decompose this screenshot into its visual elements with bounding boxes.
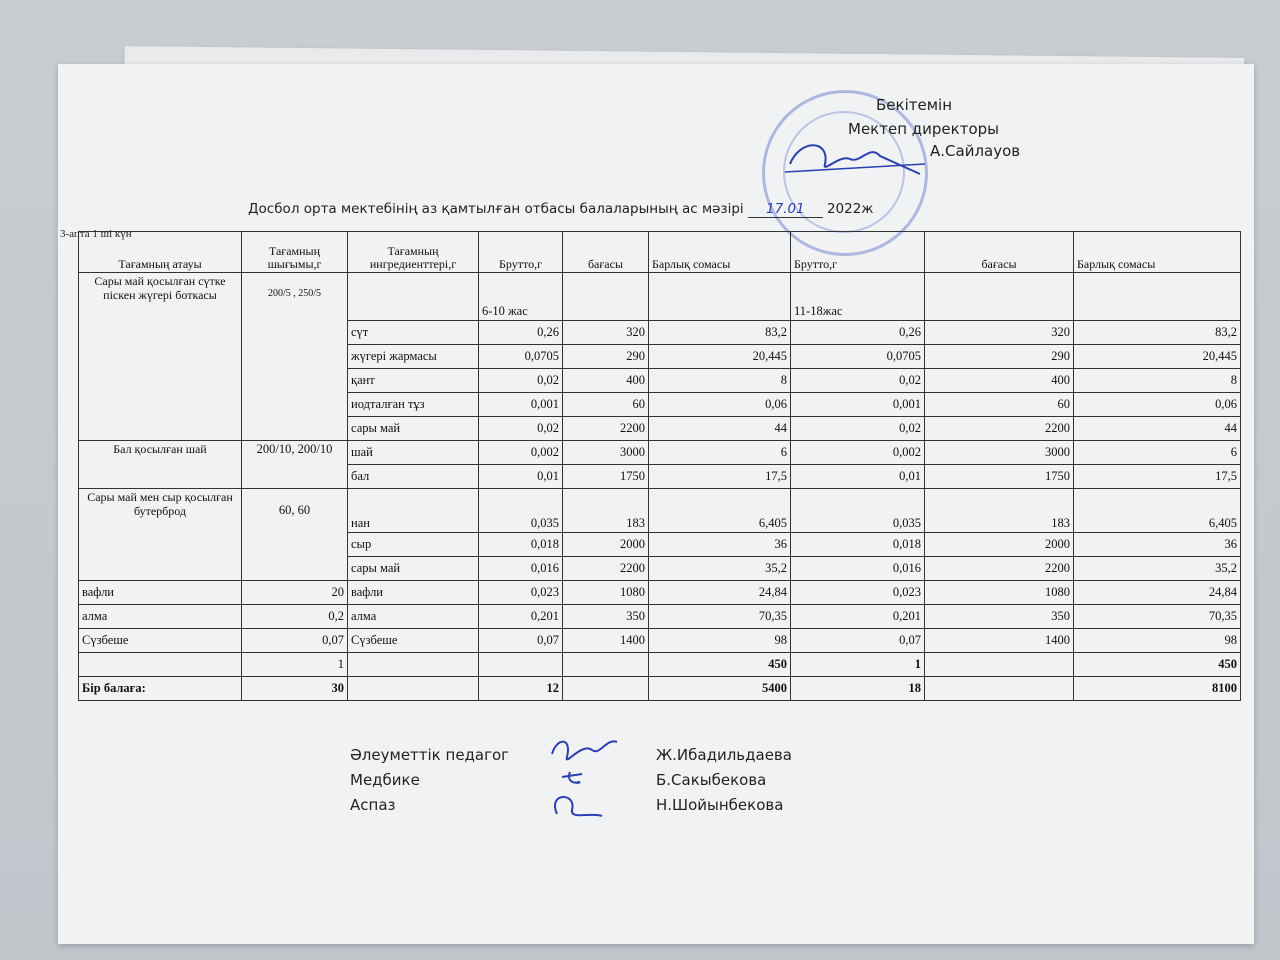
table-cell: 0,016: [479, 557, 563, 581]
table-cell: 11-18жас: [791, 273, 925, 321]
table-cell: 200/10, 200/10: [242, 441, 348, 489]
table-cell: 0,07: [791, 629, 925, 653]
table-cell: 0,001: [791, 393, 925, 417]
document-title: [248, 201, 873, 218]
table-cell: Сүзбеше: [348, 629, 479, 653]
table-cell: 450: [1074, 653, 1241, 677]
table-row: [79, 441, 1241, 465]
table-cell: 24,84: [1074, 581, 1241, 605]
table-cell: [79, 653, 242, 677]
table-cell: 0,002: [479, 441, 563, 465]
staff-signatures: [542, 732, 622, 822]
table-cell: 3000: [925, 441, 1074, 465]
table-cell: 290: [925, 345, 1074, 369]
table-cell: 2200: [925, 557, 1074, 581]
table-cell: 1400: [563, 629, 649, 653]
table-cell: 83,2: [1074, 321, 1241, 345]
table-cell: жүгері жармасы: [348, 345, 479, 369]
table-cell: 44: [649, 417, 791, 441]
table-cell: 0,018: [479, 533, 563, 557]
table-cell: 70,35: [1074, 605, 1241, 629]
table-cell: 24,84: [649, 581, 791, 605]
table-cell: шай: [348, 441, 479, 465]
table-cell: вафли: [79, 581, 242, 605]
column-header: Тағамның атауы: [79, 232, 242, 273]
table-cell: 30: [242, 677, 348, 701]
signature-role: Әлеуметтік педагог: [350, 746, 510, 764]
table-cell: 12: [479, 677, 563, 701]
table-cell: 0,001: [479, 393, 563, 417]
table-cell: 60: [925, 393, 1074, 417]
table-cell: 98: [649, 629, 791, 653]
table-cell: 183: [925, 489, 1074, 533]
table-cell: 35,2: [649, 557, 791, 581]
table-cell: 0,02: [791, 417, 925, 441]
table-cell: Сүзбеше: [79, 629, 242, 653]
table-cell: иодталған тұз: [348, 393, 479, 417]
table-cell: 20,445: [1074, 345, 1241, 369]
table-cell: 1: [242, 653, 348, 677]
signature-name: Н.Шойынбекова: [656, 796, 784, 814]
table-row: [79, 273, 1241, 321]
week-day-label: 3-апта 1 ші күн: [60, 228, 132, 240]
table-cell: бал: [348, 465, 479, 489]
table-cell: 0,0705: [791, 345, 925, 369]
table-cell: 200/5 , 250/5: [242, 273, 348, 441]
table-cell: 0,01: [791, 465, 925, 489]
column-header: Барлық сомасы: [649, 232, 791, 273]
table-cell: сыр: [348, 533, 479, 557]
title-date: [748, 201, 823, 218]
table-cell: 0,02: [791, 369, 925, 393]
column-header: бағасы: [925, 232, 1074, 273]
table-cell: Бал қосылған шай: [79, 441, 242, 489]
table-cell: 0,07: [242, 629, 348, 653]
table-cell: [563, 653, 649, 677]
table-cell: 0,035: [479, 489, 563, 533]
table-cell: 0,023: [791, 581, 925, 605]
table-cell: 1080: [563, 581, 649, 605]
table-cell: 2200: [563, 417, 649, 441]
table-cell: 17,5: [649, 465, 791, 489]
table-cell: 5400: [649, 677, 791, 701]
director-signature: [780, 134, 930, 180]
table-cell: вафли: [348, 581, 479, 605]
table-cell: [649, 273, 791, 321]
title-date-hand: 17.01: [765, 201, 805, 217]
table-cell: [563, 273, 649, 321]
table-cell: 6,405: [1074, 489, 1241, 533]
table-cell: нан: [348, 489, 479, 533]
table-cell: 6: [649, 441, 791, 465]
table-cell: [479, 653, 563, 677]
table-cell: 1400: [925, 629, 1074, 653]
table-cell: 0,06: [1074, 393, 1241, 417]
table-cell: 60: [563, 393, 649, 417]
table-cell: 20,445: [649, 345, 791, 369]
table-header-row: [79, 232, 1241, 273]
table-cell: Сары май қосылған сүтке піскен жүгері боткасы: [79, 273, 242, 441]
table-cell: [925, 273, 1074, 321]
column-header: Брутто,г: [479, 232, 563, 273]
table-cell: 8100: [1074, 677, 1241, 701]
subtotal-row: [79, 653, 1241, 677]
table-row: [79, 605, 1241, 629]
table-cell: 350: [563, 605, 649, 629]
table-cell: қант: [348, 369, 479, 393]
table-cell: 6-10 жас: [479, 273, 563, 321]
table-cell: 320: [563, 321, 649, 345]
table-cell: 0,26: [791, 321, 925, 345]
table-cell: 2200: [563, 557, 649, 581]
table-cell: 70,35: [649, 605, 791, 629]
table-cell: 183: [563, 489, 649, 533]
approval-line-3: А.Сайлауов: [930, 142, 1021, 160]
table-cell: 2000: [563, 533, 649, 557]
table-cell: 36: [1074, 533, 1241, 557]
column-header: Тағамның ингредиенттері,г: [348, 232, 479, 273]
table-cell: 8: [1074, 369, 1241, 393]
table-cell: 0,002: [791, 441, 925, 465]
table-cell: 35,2: [1074, 557, 1241, 581]
table-cell: 18: [791, 677, 925, 701]
table-cell: 0,018: [791, 533, 925, 557]
table-cell: сары май: [348, 417, 479, 441]
table-cell: 3000: [563, 441, 649, 465]
signature-name: Ж.Ибадильдаева: [656, 746, 792, 764]
table-cell: 1750: [925, 465, 1074, 489]
table-cell: 400: [563, 369, 649, 393]
table-cell: 0,26: [479, 321, 563, 345]
table-cell: 8: [649, 369, 791, 393]
table-cell: 320: [925, 321, 1074, 345]
table-cell: 0,02: [479, 369, 563, 393]
table-cell: [925, 677, 1074, 701]
table-cell: 2200: [925, 417, 1074, 441]
signature-role: Медбике: [350, 771, 420, 789]
table-cell: сүт: [348, 321, 479, 345]
table-cell: [925, 653, 1074, 677]
table-cell: 450: [649, 653, 791, 677]
table-cell: 0,0705: [479, 345, 563, 369]
table-cell: 83,2: [649, 321, 791, 345]
table-cell: 6,405: [649, 489, 791, 533]
table-cell: 1750: [563, 465, 649, 489]
signature-role: Аспаз: [350, 796, 396, 814]
table-cell: 0,06: [649, 393, 791, 417]
table-row: [79, 581, 1241, 605]
table-cell: 0,01: [479, 465, 563, 489]
table-cell: 0,02: [479, 417, 563, 441]
table-cell: 1: [791, 653, 925, 677]
table-cell: 0,2: [242, 605, 348, 629]
total-row: [79, 677, 1241, 701]
column-header: Брутто,г: [791, 232, 925, 273]
table-cell: 0,07: [479, 629, 563, 653]
document-page: [58, 64, 1254, 944]
table-cell: Сары май мен сыр қосылған бутерброд: [79, 489, 242, 581]
table-cell: 20: [242, 581, 348, 605]
table-cell: 6: [1074, 441, 1241, 465]
table-cell: 44: [1074, 417, 1241, 441]
approval-line-1: Бекітемін: [876, 96, 953, 114]
table-cell: алма: [348, 605, 479, 629]
table-cell: 98: [1074, 629, 1241, 653]
table-cell: 2000: [925, 533, 1074, 557]
table-cell: 1080: [925, 581, 1074, 605]
table-cell: Бір балаға:: [79, 677, 242, 701]
table-cell: 350: [925, 605, 1074, 629]
table-row: [79, 629, 1241, 653]
table-cell: [348, 273, 479, 321]
table-body: [79, 273, 1241, 701]
table-cell: 290: [563, 345, 649, 369]
table-cell: 36: [649, 533, 791, 557]
table-cell: [1074, 273, 1241, 321]
column-header: Тағамның шығымы,г: [242, 232, 348, 273]
column-header: бағасы: [563, 232, 649, 273]
table-cell: [348, 677, 479, 701]
table-cell: алма: [79, 605, 242, 629]
table-cell: 17,5: [1074, 465, 1241, 489]
title-text: Досбол орта мектебінің аз қамтылған отбасы балаларының ас мәзірі: [248, 201, 744, 217]
table-cell: 0,035: [791, 489, 925, 533]
title-year: 2022ж: [826, 201, 874, 217]
table-cell: сары май: [348, 557, 479, 581]
table-cell: 0,016: [791, 557, 925, 581]
signature-name: Б.Сакыбекова: [656, 771, 767, 789]
table-cell: [348, 653, 479, 677]
approval-line-2: Мектеп директоры: [848, 120, 999, 138]
table-cell: 0,201: [479, 605, 563, 629]
table-cell: [563, 677, 649, 701]
table-cell: 0,201: [791, 605, 925, 629]
menu-table: [78, 231, 1241, 701]
column-header: Барлық сомасы: [1074, 232, 1241, 273]
table-row: [79, 489, 1241, 533]
table-cell: 0,023: [479, 581, 563, 605]
table-cell: 400: [925, 369, 1074, 393]
table-cell: 60, 60: [242, 489, 348, 581]
